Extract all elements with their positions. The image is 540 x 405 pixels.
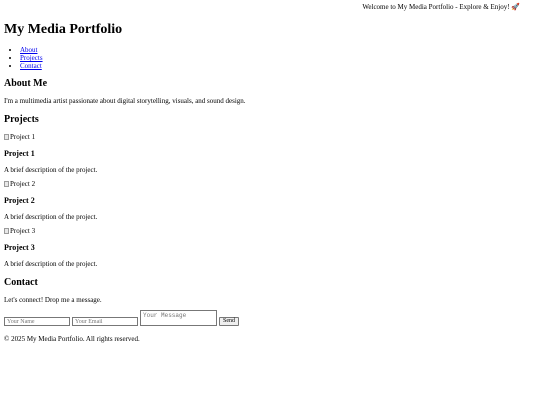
- nav-link-contact[interactable]: Contact: [20, 62, 42, 70]
- project-image-alt: Project 2: [10, 180, 36, 188]
- message-textarea[interactable]: [140, 310, 217, 326]
- footer-text: © 2025 My Media Portfolio. All rights reserved.: [4, 335, 140, 343]
- project-description: A brief description of the project.: [4, 166, 98, 174]
- project-image-alt: Project 1: [10, 133, 36, 141]
- page-title: My Media Portfolio: [4, 22, 123, 37]
- about-heading: About Me: [4, 78, 48, 89]
- broken-image-icon: [4, 181, 9, 187]
- broken-image-icon: [4, 134, 9, 140]
- nav-item-contact: [20, 62, 43, 70]
- project-title: Project 2: [4, 196, 35, 205]
- project-image: [4, 227, 35, 235]
- contact-form: [4, 310, 239, 326]
- broken-image-icon: [4, 228, 9, 234]
- project-description: A brief description of the project.: [4, 213, 98, 221]
- project-image: [4, 133, 35, 141]
- projects-heading: Projects: [4, 114, 39, 125]
- welcome-marquee: Welcome to My Media Portfolio - Explore & Enjoy! 🚀: [362, 3, 520, 11]
- name-input[interactable]: [4, 317, 70, 326]
- project-title: Project 1: [4, 149, 35, 158]
- contact-text: Let's connect! Drop me a message.: [4, 296, 102, 304]
- about-text: I'm a multimedia artist passionate about digital storytelling, visuals, and sound design.: [4, 97, 246, 105]
- project-title: Project 3: [4, 243, 35, 252]
- send-button[interactable]: Send: [219, 317, 239, 326]
- nav-item-about: [20, 46, 43, 54]
- project-image: [4, 180, 35, 188]
- email-input[interactable]: [72, 317, 138, 326]
- nav-link-about[interactable]: About: [20, 46, 38, 54]
- project-description: A brief description of the project.: [4, 260, 98, 268]
- nav-link-projects[interactable]: Projects: [20, 54, 43, 62]
- main-nav: [4, 46, 43, 70]
- contact-heading: Contact: [4, 277, 38, 288]
- nav-item-projects: [20, 54, 43, 62]
- project-image-alt: Project 3: [10, 227, 36, 235]
